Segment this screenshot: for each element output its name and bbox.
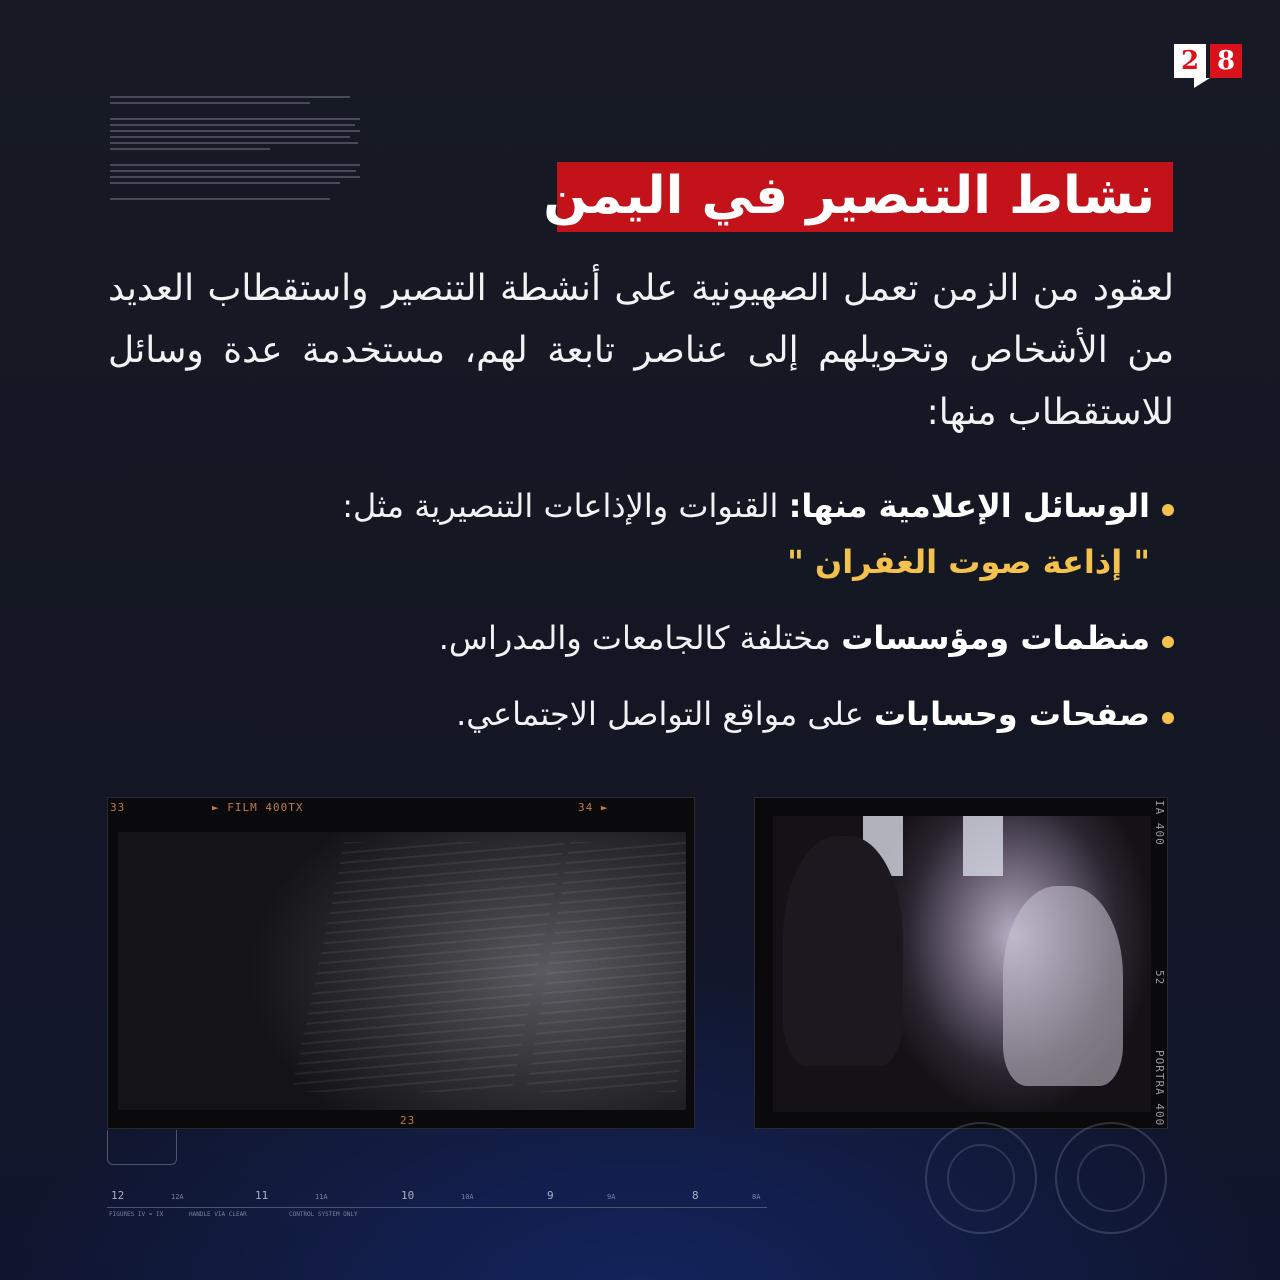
ruler-sub: 12A — [171, 1193, 184, 1201]
bullet-list — [108, 478, 1174, 762]
logo-tail — [1194, 78, 1210, 88]
page-title: نشاط التنصير في اليمن — [543, 166, 1155, 226]
window-light — [963, 816, 1003, 876]
ruler-number: 11 — [255, 1189, 269, 1202]
logo-digit-1: 2 — [1174, 44, 1206, 78]
mossad-seal-icon — [925, 1122, 1037, 1234]
bullet-text: مختلفة كالجامعات والمدراس. — [438, 619, 842, 657]
film-label: ► FILM 400TX — [212, 801, 304, 814]
film-number: 34 ► — [578, 801, 609, 814]
bullet-bold: الوسائل الإعلامية منها: — [788, 487, 1150, 525]
background-document — [110, 96, 360, 204]
film-frame-book — [107, 797, 695, 1129]
ruler-bracket — [107, 1130, 177, 1165]
ruler-number: 8 — [692, 1189, 699, 1202]
list-item — [108, 478, 1174, 590]
book-photo — [118, 832, 686, 1110]
cia-seal-icon — [1055, 1122, 1167, 1234]
film-frame-people — [754, 797, 1168, 1129]
bullet-text: القنوات والإذاعات التنصيرية مثل: — [342, 487, 789, 525]
film-number: 23 — [400, 1114, 416, 1127]
ruler-line — [107, 1207, 767, 1208]
list-item — [108, 610, 1174, 666]
title-banner — [543, 162, 1173, 232]
ruler-sub: 9A — [607, 1193, 616, 1201]
logo-digit-2: 8 — [1210, 44, 1242, 78]
figure-silhouette — [1003, 886, 1123, 1086]
list-item — [108, 686, 1174, 742]
ruler-caption: CONTROL SYSTEM ONLY — [289, 1211, 358, 1218]
bullet-text: على مواقع التواصل الاجتماعي. — [456, 695, 874, 733]
bullet-bold: صفحات وحسابات — [873, 695, 1150, 733]
ruler-sub: 10A — [461, 1193, 474, 1201]
brand-logo — [1174, 44, 1246, 86]
radio-highlight: " إذاعة صوت الغفران " — [787, 543, 1150, 581]
book-page-left — [291, 842, 564, 1092]
bullet-dot-icon — [1162, 712, 1174, 724]
ruler-sub: 8A — [752, 1193, 761, 1201]
film-label: IA 400 — [1153, 800, 1166, 846]
intro-paragraph: لعقود من الزمن تعمل الصهيونية على أنشطة التنصير واستقطاب العديد من الأشخاص وتحويلهم إلى عناصر تابعة لهم، مستخدمة عدة وسائل للاستقطاب منها: — [108, 268, 1174, 433]
bullet-dot-icon — [1162, 636, 1174, 648]
film-label: PORTRA 400 — [1153, 1050, 1166, 1127]
ruler-number: 12 — [111, 1189, 125, 1202]
bullet-bold: منظمات ومؤسسات — [841, 619, 1150, 657]
ruler-number: 10 — [401, 1189, 415, 1202]
film-number: 33 — [110, 801, 126, 814]
ruler-number: 9 — [547, 1189, 554, 1202]
people-photo — [773, 816, 1151, 1112]
ruler-sub: 11A — [315, 1193, 328, 1201]
bullet-dot-icon — [1162, 504, 1174, 516]
ruler-caption: FIGURES IV = IX — [109, 1211, 164, 1218]
ruler-caption: HANDLE VIA CLEAR — [189, 1211, 247, 1218]
figure-silhouette — [783, 836, 903, 1066]
film-number: 52 — [1153, 970, 1166, 986]
timeline-ruler — [107, 1185, 767, 1225]
